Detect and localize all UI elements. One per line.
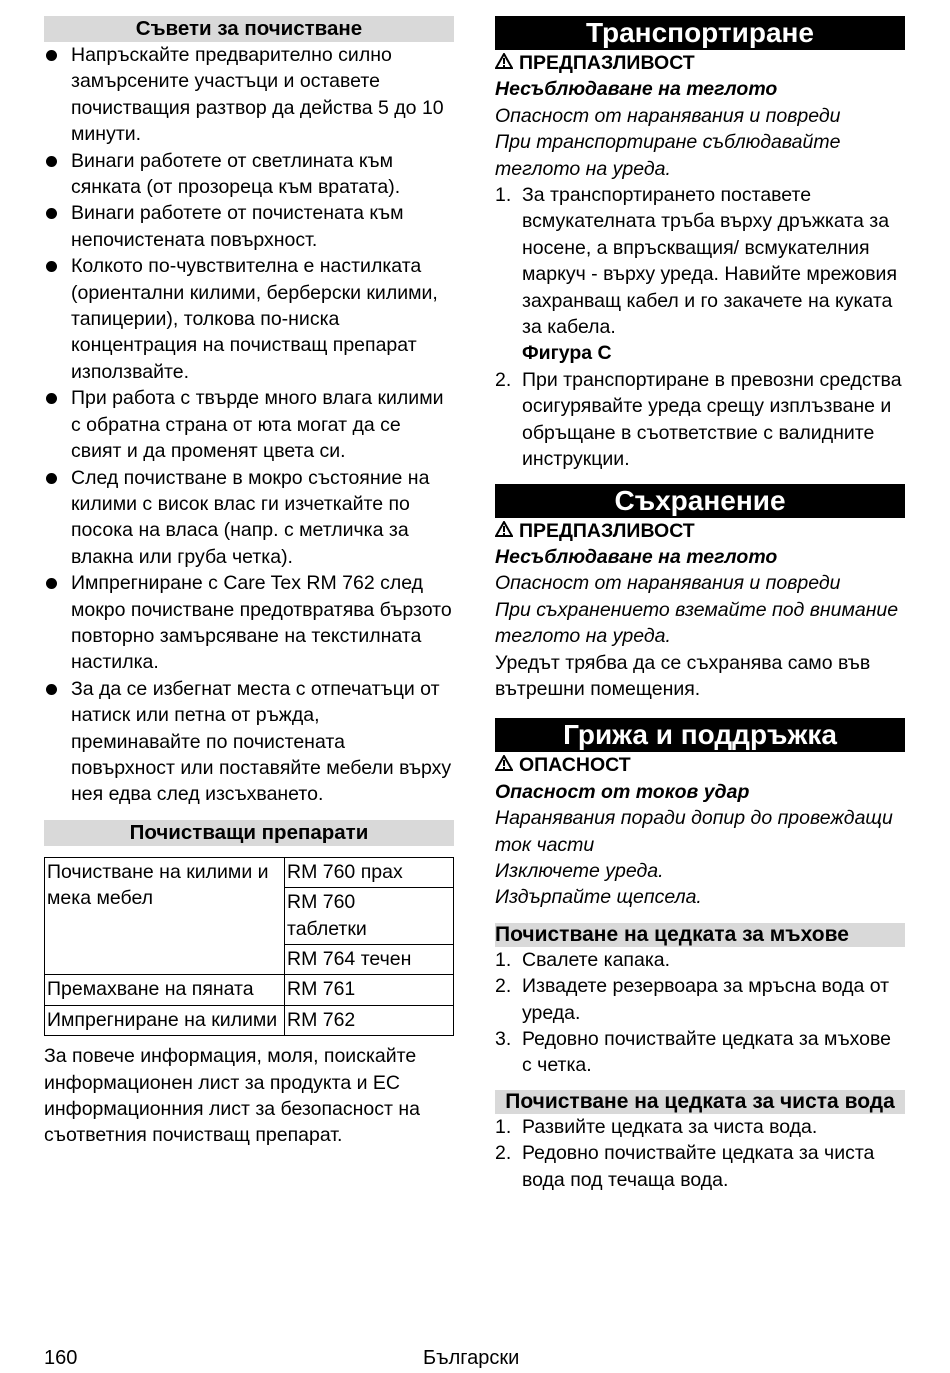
bullet-icon	[46, 208, 57, 219]
care-danger-text: Изключете уреда.	[495, 859, 664, 882]
list-item: Винаги работете от почистената към непочистената повърхност.	[44, 200, 454, 253]
list-item: За да се избегнат места с отпечатъци от натиск или петна от ръжда, преминавайте по почистената повърхност или поставяйте мебели върху нея едва след изсъхването.	[44, 676, 454, 808]
storage-warning-text: При съхранението вземайте под внимание теглото на уреда.	[495, 598, 899, 648]
list-item: 2. Извадете резервоара за мръсна вода от уреда.	[495, 975, 890, 1024]
bullet-icon	[46, 393, 57, 404]
transport-heading: Транспортиране	[495, 16, 905, 50]
info-paragraph: За повече информация, моля, поискайте информационен лист за продукта и ЕС информационния лист за безопасност на съответния почистващ препарат.	[44, 1045, 420, 1147]
care-danger-text: Наранявания поради допир до провеждащи ток части	[495, 807, 893, 856]
list-item: 2. При транспортиране в превозни средства осигурявайте уреда срещу изплъзване и обръщане в съответствие с валидните инструкции.	[495, 368, 902, 471]
care-danger-head: Опасност от токов удар	[495, 780, 750, 803]
table-row	[45, 975, 454, 1005]
list-item: 3. Редовно почиствайте цедката за мъхове с четка.	[495, 1028, 891, 1077]
table-cell: RM 760 таблетки	[285, 888, 454, 945]
cleaning-tips-list	[44, 42, 454, 808]
care-danger-label: ОПАСНОСТ	[495, 752, 905, 778]
page-number: 160	[44, 1347, 78, 1369]
bullet-icon	[46, 684, 57, 695]
list-item: Колкото по-чувствителна е настилката (ориентални килими, берберски килими, тапицерии), толкова по-ниска концентрация на почистващ препарат използвайте.	[44, 253, 454, 385]
table-cell: RM 764 течен	[285, 945, 454, 975]
moss-strainer-heading: Почистване на цедката за мъхове	[495, 923, 905, 947]
table-cell: RM 761	[285, 975, 454, 1005]
figure-reference: Фигура C	[522, 342, 612, 365]
transport-warning-label: ПРЕДПАЗЛИВОСТ	[495, 50, 905, 76]
table-cell: Премахване на пяната	[45, 975, 285, 1005]
list-item: При работа с твърде много влага килими с обратна страна от юта могат да се свият и да променят цвета си.	[44, 385, 454, 464]
list-item: 1. За транспортирането поставете всмукателната тръба върху дръжката за носене, а впръскващия/ всмукателния маркуч - върху уреда. Навийте мрежовия захранващ кабел и го закачете на куката за кабела. Фигура C	[495, 182, 905, 367]
bullet-icon	[46, 473, 57, 484]
bullet-icon	[46, 156, 57, 167]
storage-heading: Съхранение	[495, 484, 905, 518]
transport-warning-text: При транспортиране съблюдавайте теглото на уреда.	[495, 131, 841, 180]
list-item: Напръскайте предварително силно замърсените участъци и оставете почистващия разтвор да действа 5 до 10 минути.	[44, 42, 454, 148]
bullet-icon	[46, 50, 57, 61]
storage-text: Уредът трябва да се съхранява само във вътрешни помещения.	[495, 651, 871, 700]
warning-triangle-icon	[495, 50, 519, 76]
cleaning-tips-heading: Съвети за почистване	[44, 16, 454, 42]
list-item: 1. Развийте цедката за чиста вода.	[495, 1115, 818, 1138]
list-item: Импрегниране с Care Tex RM 762 след мокро почистване предотвратява бързото повторно замърсяване на текстилната настилка.	[44, 570, 454, 676]
storage-warning-label: ПРЕДПАЗЛИВОСТ	[495, 518, 905, 544]
right-column	[495, 16, 905, 1193]
table-cell: RM 760 прах	[285, 857, 454, 887]
cleaning-agents-table	[44, 857, 454, 1036]
warning-triangle-icon	[495, 752, 519, 778]
table-cell: Импрегниране на килими	[45, 1005, 285, 1035]
footer-language: Български	[423, 1347, 520, 1369]
clean-water-strainer-steps	[495, 1114, 905, 1193]
transport-warning-text: Опасност от наранявания и повреди	[495, 104, 841, 127]
transport-steps	[495, 182, 905, 472]
left-column	[44, 16, 454, 1149]
table-row	[45, 1005, 454, 1035]
bullet-icon	[46, 578, 57, 589]
storage-warning-head: Несъблюдаване на теглото	[495, 545, 778, 568]
table-cell: Почистване на килими и мека мебел	[45, 857, 285, 975]
list-item: 1. Свалете капака.	[495, 948, 671, 971]
cleaning-agents-heading: Почистващи препарати	[44, 820, 454, 846]
bullet-icon	[46, 261, 57, 272]
table-row	[45, 857, 454, 887]
list-item: Винаги работете от светлината към сянката (от прозореца към вратата).	[44, 148, 454, 201]
warning-triangle-icon	[495, 518, 519, 544]
list-item: След почистване в мокро състояние на килими с висок влас ги изчеткайте по посока на власа (напр. с метличка за влакна или груба четка).	[44, 465, 454, 571]
storage-warning-text: Опасност от наранявания и повреди	[495, 572, 841, 595]
list-item: 2. Редовно почиствайте цедката за чиста вода под течаща вода.	[495, 1142, 875, 1191]
care-danger-text: Издърпайте щепсела.	[495, 886, 702, 909]
moss-strainer-steps	[495, 947, 905, 1079]
clean-water-strainer-heading: Почистване на цедката за чиста вода	[495, 1090, 905, 1114]
transport-warning-head: Несъблюдаване на теглото	[495, 78, 778, 101]
care-heading: Грижа и поддръжка	[495, 718, 905, 752]
table-cell: RM 762	[285, 1005, 454, 1035]
